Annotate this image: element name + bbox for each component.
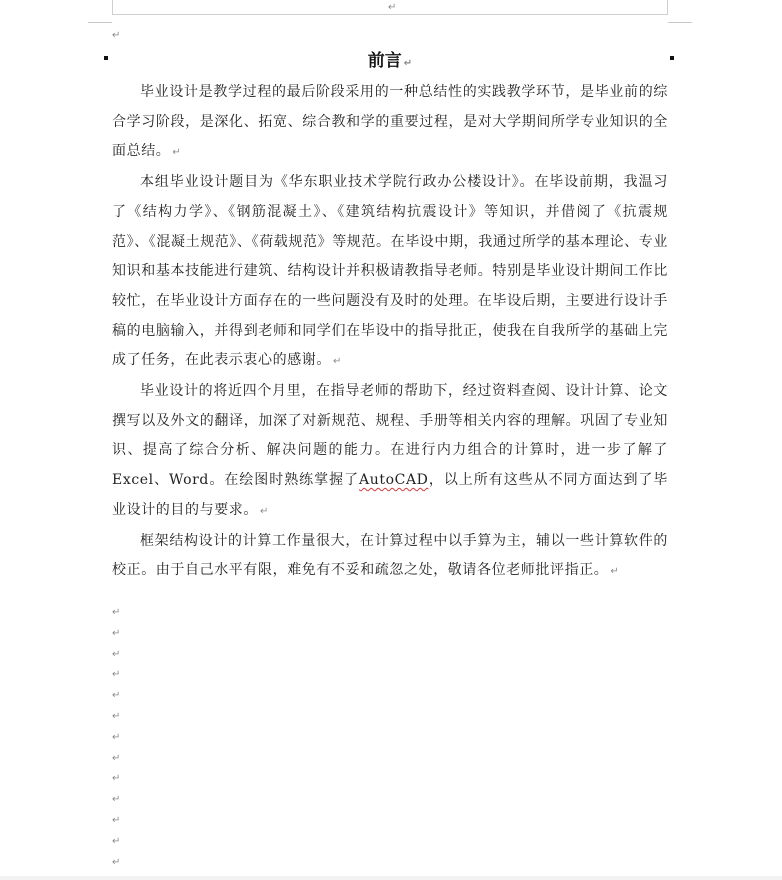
empty-paragraph-mark-icon[interactable]: ↵ bbox=[112, 669, 121, 681]
empty-paragraph-mark-icon[interactable]: ↵ bbox=[112, 752, 121, 764]
top-paragraph-mark-icon: ↵ bbox=[112, 30, 121, 41]
empty-paragraph-mark-icon[interactable]: ↵ bbox=[112, 856, 121, 868]
header-boundary-left bbox=[112, 0, 113, 14]
paragraph-text: 毕业设计是教学过程的最后阶段采用的一种总结性的实践教学环节，是毕业前的综合学习阶段，是深化、拓宽、综合教和学的重要过程，是对大学期间所学专业知识的全面总结。 bbox=[112, 84, 668, 160]
paragraph-mark-icon: ↵ bbox=[172, 147, 182, 159]
empty-paragraph-mark-icon[interactable]: ↵ bbox=[112, 794, 121, 806]
document-body[interactable] bbox=[112, 78, 668, 587]
object-handle-left[interactable] bbox=[104, 56, 108, 60]
paragraph-text-before: 毕业设计的将近四个月里，在指导老师的帮助下，经过资料查阅、设计计算、论文撰写以及外文的翻译，加深了对新规范、规程、手册等相关内容的理解。巩固了专业知识、提高了综合分析、解决问题的能力。在进行内力组合的计算时，进一步了解了Excel、Word。在绘图时熟练掌握了 bbox=[112, 383, 668, 489]
empty-paragraph-mark-icon[interactable]: ↵ bbox=[112, 731, 121, 743]
paragraph-text: 框架结构设计的计算工作量很大，在计算过程中以手算为主，辅以一些计算软件的校正。由于自己水平有限，难免有不妥和疏忽之处，敬请各位老师批评指正。 bbox=[112, 532, 668, 579]
title-paragraph-mark-icon: ↵ bbox=[403, 58, 413, 69]
paragraph-mark-icon: ↵ bbox=[610, 566, 620, 578]
spellcheck-flagged-word[interactable]: AutoCAD bbox=[359, 472, 429, 489]
empty-paragraph-mark-icon[interactable]: ↵ bbox=[112, 710, 121, 722]
paragraph-1[interactable] bbox=[112, 78, 668, 168]
empty-paragraph-mark-icon[interactable]: ↵ bbox=[112, 607, 121, 618]
empty-paragraph-mark-icon[interactable]: ↵ bbox=[112, 814, 121, 826]
paragraph-2[interactable] bbox=[112, 168, 668, 377]
page-title[interactable] bbox=[112, 49, 668, 76]
empty-paragraph-mark-icon[interactable]: ↵ bbox=[112, 627, 121, 639]
object-handle-right[interactable] bbox=[670, 56, 674, 60]
paragraph-text-after: ，以上所有这些从不同方面达到了毕业设计的目的与要求。 bbox=[112, 472, 668, 518]
empty-paragraph-mark-icon[interactable]: ↵ bbox=[112, 690, 121, 702]
crop-mark-top-left bbox=[88, 22, 112, 23]
paragraph-3[interactable] bbox=[112, 377, 668, 527]
empty-paragraph-mark-icon[interactable]: ↵ bbox=[112, 773, 121, 785]
paragraph-mark-icon: ↵ bbox=[333, 356, 342, 368]
empty-paragraphs[interactable] bbox=[112, 603, 132, 873]
page-bottom-edge bbox=[0, 876, 782, 880]
paragraph-mark-icon: ↵ bbox=[260, 505, 269, 517]
empty-paragraph-mark-icon[interactable]: ↵ bbox=[112, 648, 121, 660]
crop-mark-top-right bbox=[668, 22, 692, 23]
empty-paragraph-mark-icon[interactable]: ↵ bbox=[112, 835, 121, 847]
title-text: 前言 bbox=[367, 51, 402, 71]
paragraph-text: 本组毕业设计题目为《华东职业技术学院行政办公楼设计》。在毕设前期，我温习了《结构力学》、《钢筋混凝土》、《建筑结构抗震设计》等知识，并借阅了《抗震规范》、《混凝土规范》、《荷载规范》等规范。在毕设中期，我通过所学的基本理论、专业知识和基本技能进行建筑、结构设计并积极请教指导老师。特别是毕业设计期间工作比较忙，在毕业设计方面存在的一些问题没有及时的处理。在毕设后期，主要进行设计手稿的电脑输入，并得到老师和同学们在毕设中的指导批正，使我在自我所学的基础上完成了任务，在此表示衷心的感谢。 bbox=[112, 174, 668, 369]
header-paragraph-mark-icon[interactable]: ↵ bbox=[388, 2, 397, 13]
paragraph-4[interactable] bbox=[112, 527, 668, 587]
header-boundary-line bbox=[112, 14, 668, 15]
header-boundary-right bbox=[667, 0, 668, 14]
